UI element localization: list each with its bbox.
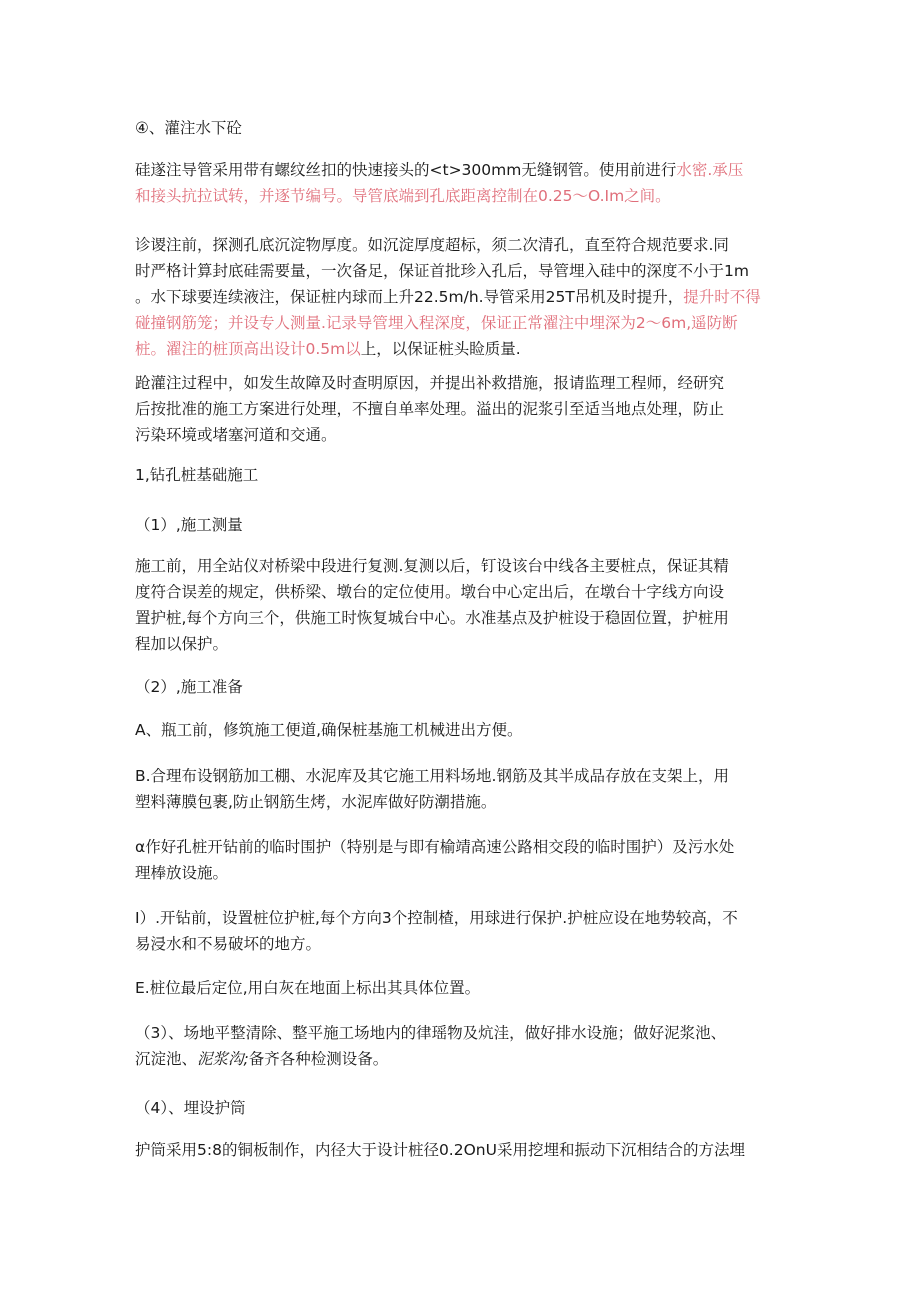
text-line <box>135 462 795 488</box>
text-run: B.合理布设钢筋加工棚、水泥库及其它施工用料场地.钢筋及其半成品存放在支架上，用 <box>135 767 729 785</box>
text-line <box>135 1137 795 1163</box>
text-run: 护筒采用5:8的铜板制作，内径大于设计桩径0.2OnU采用挖埋和振动下沉相结合的方法埋 <box>135 1141 745 1159</box>
text-line <box>135 579 795 605</box>
text-line <box>135 512 795 538</box>
highlighted-text: 桩。濯注的桩顶高出设计0.5m以 <box>135 340 361 358</box>
text-line <box>135 157 795 183</box>
p-item-a <box>135 717 795 743</box>
text-run: 理棒放设施。 <box>135 864 229 882</box>
text-run: 易浸水和不易破坏的地方。 <box>135 935 322 953</box>
text-line <box>135 789 795 815</box>
italic-text: 泥浆沟; <box>197 1050 249 1068</box>
text-run: 施工前，用全站仪对桥梁中段进行复测.复测以后，钉设该台中线各主要桩点，保证其精 <box>135 557 729 575</box>
p-item-b <box>135 763 795 815</box>
text-run: （3）、场地平整清除、整平施工场地内的律瑶物及炕洼，做好排水设施；做好泥浆池、 <box>135 1024 727 1042</box>
text-run: 置护桩,每个方向三个，供施工时恢复城台中心。水准基点及护桩设于稳固位置，护桩用 <box>135 609 729 627</box>
text-line <box>135 674 795 700</box>
text-line <box>135 115 795 141</box>
p-tremie-pipe <box>135 157 795 209</box>
text-run: A、瓶工前，修筑施工便道,确保桩基施工机械进出方便。 <box>135 721 523 739</box>
p-sub-4 <box>135 1095 795 1121</box>
text-run: （2）,施工准备 <box>135 678 243 696</box>
text-run: 备齐各种检测设备。 <box>248 1050 389 1068</box>
p-underwater-concrete-heading <box>135 115 795 141</box>
text-line <box>135 396 795 422</box>
text-line <box>135 258 795 284</box>
text-line <box>135 834 795 860</box>
text-line <box>135 336 795 362</box>
text-line <box>135 905 795 931</box>
text-run: 污染环境或堵塞河道和交通。 <box>135 426 337 444</box>
highlighted-text: 碰撞钢筋笼；并设专人测量.记录导管埋入程深度，保证正常濯注中埋深为2〜6m,遥防断 <box>135 314 738 332</box>
text-line <box>135 975 795 1001</box>
text-line <box>135 605 795 631</box>
text-run: 诊谡注前，探测孔底沉淀物厚度。如沉淀厚度超标，须二次清孔，直至符合规范要求.同 <box>135 236 729 254</box>
highlighted-text: 提升时不得 <box>683 288 761 306</box>
p-item-e <box>135 975 795 1001</box>
text-run: E.桩位最后定位,用白灰在地面上标出其具体位置。 <box>135 979 481 997</box>
p-survey <box>135 553 795 657</box>
text-line <box>135 860 795 886</box>
text-run: 1,钻孔桩基础施工 <box>135 466 259 484</box>
text-line <box>135 631 795 657</box>
text-line <box>135 284 795 310</box>
text-line <box>135 1095 795 1121</box>
p-pouring-process <box>135 232 795 362</box>
text-run: 。水下球要连续液注，保证桩内球而上升22.5m/h.导管采用25T吊机及时提升， <box>135 288 684 306</box>
text-line <box>135 1046 795 1072</box>
text-run: 硅遂注导管采用带有螺纹丝扣的快速接头的<t>300mm无缝钢管。使用前进行 <box>135 161 677 179</box>
text-run: 程加以保护。 <box>135 635 229 653</box>
text-run: ④、灌注水下砼 <box>135 119 242 137</box>
text-line <box>135 232 795 258</box>
p-item-c <box>135 834 795 886</box>
p-fault-handling <box>135 370 795 448</box>
p-sub-3 <box>135 1020 795 1072</box>
text-line <box>135 310 795 336</box>
text-line <box>135 763 795 789</box>
text-run: 上，以保证桩头睑质量. <box>360 340 521 358</box>
text-run: 沉淀池、 <box>135 1050 198 1068</box>
text-run: 度符合误差的规定，供桥梁、墩台的定位使用。墩台中心定出后，在墩台十字线方向设 <box>135 583 725 601</box>
p-sub-1 <box>135 512 795 538</box>
text-line <box>135 1020 795 1046</box>
p-item-d <box>135 905 795 957</box>
text-line <box>135 931 795 957</box>
highlighted-text: 水密.承压 <box>676 161 744 179</box>
p-casing <box>135 1137 795 1163</box>
text-line <box>135 717 795 743</box>
text-line <box>135 183 795 209</box>
text-run: 后按批准的施工方案进行处理，不擅自单率处理。溢出的泥浆引至适当地点处理，防止 <box>135 400 725 418</box>
text-run: 时严格计算封底硅需要量，一次备足，保证首批珍入孔后，导管埋入硅中的深度不小于1m <box>135 262 749 280</box>
text-line <box>135 553 795 579</box>
text-run: 塑料薄膜包裹,防止钢筋生烤，水泥库做好防潮措施。 <box>135 793 497 811</box>
highlighted-text: 和接头抗拉试转，并逐节编号。导管底端到孔底距离控制在0.25〜O.Im之间。 <box>135 187 671 205</box>
text-run: I）.开钻前，设置桩位护桩,每个方向3个控制楂，用球进行保护.护桩应设在地势较高，不 <box>135 909 738 927</box>
text-run: 跄灌注过程中，如发生故障及时查明原因，并提出补救措施，报请监理工程师，经研究 <box>135 374 725 392</box>
p-section-bored-pile <box>135 462 795 488</box>
p-sub-2 <box>135 674 795 700</box>
text-run: （4）、埋设护筒 <box>135 1099 246 1117</box>
text-line <box>135 422 795 448</box>
text-run: （1）,施工测量 <box>135 516 243 534</box>
text-run: α作好孔桩开钻前的临时围护（特别是与即有榆靖高速公路相交段的临时围护）及污水处 <box>135 838 735 856</box>
text-line <box>135 370 795 396</box>
